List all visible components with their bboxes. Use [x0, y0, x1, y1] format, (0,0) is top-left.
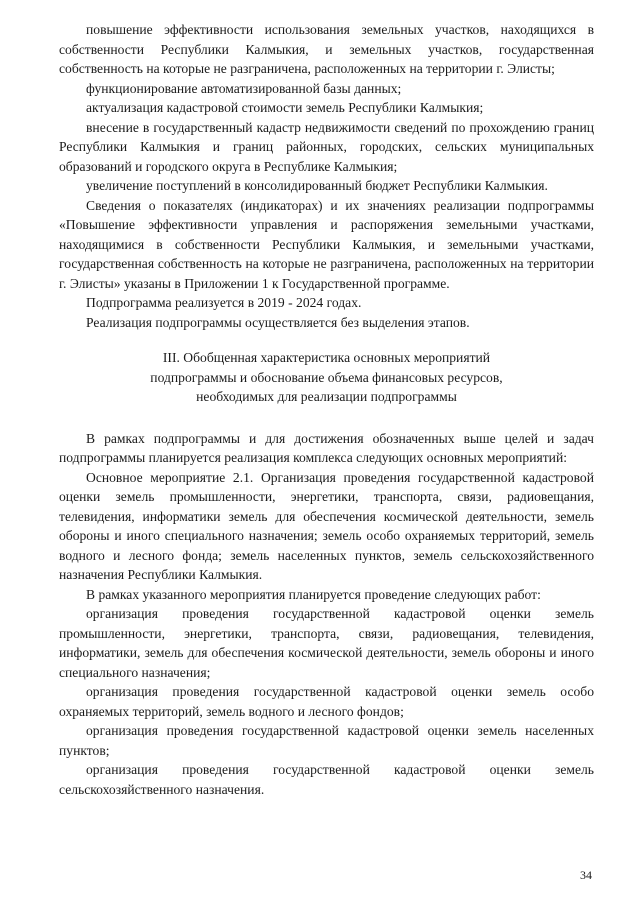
section-heading-line: III. Обобщенная характеристика основных мероприятий: [162, 350, 491, 365]
paragraph: организация проведения государственной кадастровой оценки земель населенных пунктов;: [59, 723, 594, 758]
paragraph: Основное мероприятие 2.1. Организация проведения государственной кадастровой оценки земель промышленности, энергетики, транспорта, связи, радиовещания, телевидения, информатики земель для обеспечения космической деятельности, земель обороны и иного специального назначения; земель особо охраняемых территорий, земель водного и лесного фонда; земель населенных пунктов, земель сельскохозяйственного назначения Республики Калмыкия.: [59, 469, 594, 582]
section-heading-line: необходимых для реализации подпрограммы: [196, 389, 457, 404]
page-number: 34: [580, 868, 592, 882]
paragraph: В рамках подпрограммы и для достижения обозначенных выше целей и задач подпрограммы планируется реализация комплекса следующих основных мероприятий:: [59, 430, 594, 465]
paragraph: Реализация подпрограммы осуществляется без выделения этапов.: [86, 314, 470, 330]
paragraph: организация проведения государственной кадастровой оценки земель сельскохозяйственного назначения.: [59, 762, 594, 797]
section-heading-line: подпрограммы и обоснование объема финансовых ресурсов,: [150, 369, 503, 385]
paragraph: В рамках указанного мероприятия планируется проведение следующих работ:: [86, 586, 541, 602]
paragraph: внесение в государственный кадастр недвижимости сведений по прохождению границ Республики Калмыкия и границ районных, городских, сельских муниципальных образований и городского округа в Республике Калмыкия;: [59, 119, 594, 174]
paragraph: актуализация кадастровой стоимости земель Республики Калмыкия;: [86, 100, 484, 115]
paragraph: функционирование автоматизированной базы данных;: [86, 80, 402, 96]
paragraph: повышение эффективности использования земельных участков, находящихся в собственности Республики Калмыкия, и земельных участков, государственная собственность на которые не разграничена, расположенных на территории г. Элисты;: [59, 22, 594, 76]
document-body: [59, 20, 594, 799]
section-heading: [59, 348, 594, 407]
paragraph: организация проведения государственной кадастровой оценки земель особо охраняемых территорий, земель водного и лесного фондов;: [59, 684, 594, 719]
paragraph: Сведения о показателях (индикаторах) и их значениях реализации подпрограммы «Повышение эффективности управления и распоряжения земельными участками, находящимися в собственности Республики Калмыкия, и земельными участками, государственная собственность на которые не разграничена, расположенных на территории г. Элисты» указаны в Приложении 1 к Государственной программе.: [59, 197, 594, 291]
paragraph: Подпрограмма реализуется в 2019 - 2024 годах.: [86, 295, 362, 310]
paragraph: организация проведения государственной кадастровой оценки земель промышленности, энергетики, транспорта, связи, радиовещания, телевидения, информатики, земель для обеспечения космической деятельности, земель обороны и иного специального назначения;: [59, 606, 594, 680]
paragraph: увеличение поступлений в консолидированный бюджет Республики Калмыкия.: [86, 178, 548, 193]
